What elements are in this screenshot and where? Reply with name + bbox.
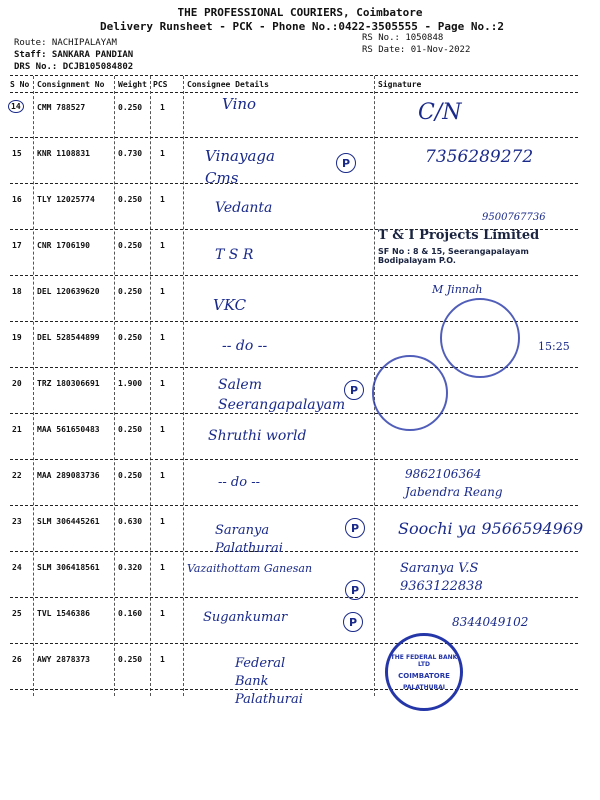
hw-consignee: Federal Bank Palathurai <box>235 656 303 707</box>
col-consignee: Consignee Details <box>187 80 269 89</box>
row-consignment: CMM 788527 <box>37 103 86 112</box>
row-separator <box>10 183 578 184</box>
row-weight: 0.250 <box>118 425 143 434</box>
row-pcs: 1 <box>160 103 165 112</box>
p-mark-icon: P <box>345 518 365 538</box>
row-pcs: 1 <box>160 333 165 342</box>
p-mark-icon: P <box>344 380 364 400</box>
row-sno: 16 <box>12 195 22 204</box>
row-pcs: 1 <box>160 609 165 618</box>
hw-consignee: -- do -- <box>218 475 260 490</box>
row-sno: 18 <box>12 287 22 296</box>
row-sno: 25 <box>12 609 22 618</box>
col-consignment: Consignment No <box>37 80 105 89</box>
row-consignment: SLM 306445261 <box>37 517 100 526</box>
hw-signature: 9500767736 <box>482 212 546 223</box>
row-consignment: TRZ 180306691 <box>37 379 100 388</box>
seal-text: COIMBATORE <box>398 671 450 680</box>
row-separator <box>10 597 578 598</box>
hw-consignee: Salem Seerangapalayam <box>218 377 346 413</box>
hw-signature: 7356289272 <box>425 147 534 167</box>
row-consignment: AWY 2878373 <box>37 655 90 664</box>
row-sno: 24 <box>12 563 22 572</box>
row-weight: 0.250 <box>118 333 143 342</box>
header-top-rule <box>10 75 578 76</box>
row-pcs: 1 <box>160 655 165 664</box>
col-sep <box>183 76 184 696</box>
company-seal <box>372 355 448 431</box>
hw-consignee: Shruthi world <box>208 428 307 444</box>
row-sno: 23 <box>12 517 22 526</box>
hw-signature: M Jinnah <box>432 283 483 296</box>
row-sno: 22 <box>12 471 22 480</box>
row-weight: 0.630 <box>118 517 143 526</box>
hw-signature: C/N <box>418 100 462 125</box>
col-sep <box>33 76 34 696</box>
row-pcs: 1 <box>160 517 165 526</box>
row-sno: 17 <box>12 241 22 250</box>
row-weight: 0.250 <box>118 241 143 250</box>
row-separator <box>10 459 578 460</box>
row-consignment: KNR 1108831 <box>37 149 90 158</box>
row-pcs: 1 <box>160 471 165 480</box>
col-signature: Signature <box>378 80 422 89</box>
row-weight: 0.730 <box>118 149 143 158</box>
hw-consignee: VKC <box>213 296 247 314</box>
row-consignment: DEL 528544899 <box>37 333 100 342</box>
col-sep <box>114 76 115 696</box>
seal-text: PALATHURAI <box>403 683 445 691</box>
header-bottom-rule <box>10 92 578 93</box>
row-separator <box>10 275 578 276</box>
row-pcs: 1 <box>160 379 165 388</box>
row-sno: 20 <box>12 379 22 388</box>
seal-text: THE FEDERAL BANK LTD <box>390 653 458 668</box>
stamp-address: Bodipalayam P.O. <box>378 256 456 265</box>
row-sno: 26 <box>12 655 22 664</box>
runsheet-title: Delivery Runsheet - PCK - Phone No.:0422-3505555 - Page No.:2 <box>100 20 504 33</box>
row-pcs: 1 <box>160 425 165 434</box>
row-pcs: 1 <box>160 287 165 296</box>
stamp-address: SF No : 8 & 15, Seerangapalayam <box>378 247 529 256</box>
row-consignment: TVL 1546386 <box>37 609 90 618</box>
row-sno: 19 <box>12 333 22 342</box>
company-stamp <box>378 228 578 265</box>
stamp-company-name: T & I Projects Limited <box>378 228 540 243</box>
rs-date: RS Date: 01-Nov-2022 <box>362 45 471 55</box>
row-consignment: CNR 1706190 <box>37 241 90 250</box>
drs-number: DRS No.: DCJB105084802 <box>14 62 134 72</box>
hw-signature: 15:25 <box>538 340 570 353</box>
hw-consignee: Vinayaga Cms <box>205 147 275 187</box>
row-separator <box>10 643 578 644</box>
row-weight: 0.320 <box>118 563 143 572</box>
hw-consignee: Saranya Palathurai <box>215 523 283 556</box>
row-sno: 21 <box>12 425 22 434</box>
hw-consignee: Vedanta <box>215 200 273 216</box>
col-sno: S No <box>10 80 30 89</box>
federal-bank-seal <box>385 633 463 711</box>
p-mark-icon: P <box>345 580 365 600</box>
col-weight: Weight <box>118 80 147 89</box>
row-weight: 0.160 <box>118 609 143 618</box>
row-weight: 0.250 <box>118 103 143 112</box>
hw-consignee: T S R <box>215 247 254 263</box>
row-separator <box>10 505 578 506</box>
staff-label: Staff: SANKARA PANDIAN <box>14 50 134 60</box>
hw-consignee: -- do -- <box>222 338 268 354</box>
p-mark-icon: P <box>343 612 363 632</box>
row-weight: 0.250 <box>118 195 143 204</box>
row-pcs: 1 <box>160 241 165 250</box>
col-sep <box>150 76 151 696</box>
hw-signature: Soochi ya 9566594969 <box>398 519 584 538</box>
row-weight: 0.250 <box>118 655 143 664</box>
hw-consignee: Sugankumar <box>203 610 288 625</box>
row-pcs: 1 <box>160 563 165 572</box>
row-consignment: TLY 12025774 <box>37 195 95 204</box>
route-label: Route: NACHIPALAYAM <box>14 38 117 48</box>
row-sno: 14 <box>8 100 24 113</box>
row-consignment: MAA 561650483 <box>37 425 100 434</box>
row-weight: 1.900 <box>118 379 143 388</box>
row-consignment: MAA 289083736 <box>37 471 100 480</box>
rs-number: RS No.: 1050848 <box>362 33 444 43</box>
p-mark-icon: P <box>336 153 356 173</box>
row-consignment: SLM 306418561 <box>37 563 100 572</box>
hw-signature: Saranya V.S 9363122838 <box>400 561 483 594</box>
company-seal <box>440 298 520 378</box>
company-name: THE PROFESSIONAL COURIERS, Coimbatore <box>177 6 423 19</box>
row-consignment: DEL 120639620 <box>37 287 100 296</box>
row-pcs: 1 <box>160 195 165 204</box>
hw-consignee: Vazaithottam Ganesan <box>187 562 313 575</box>
col-pcs: PCS <box>153 80 168 89</box>
row-weight: 0.250 <box>118 471 143 480</box>
row-pcs: 1 <box>160 149 165 158</box>
hw-signature: 8344049102 <box>452 615 529 629</box>
hw-signature: 9862106364 Jabendra Reang <box>405 467 503 499</box>
row-separator <box>10 137 578 138</box>
hw-consignee: Vino <box>222 95 257 113</box>
row-weight: 0.250 <box>118 287 143 296</box>
row-sno: 15 <box>12 149 22 158</box>
